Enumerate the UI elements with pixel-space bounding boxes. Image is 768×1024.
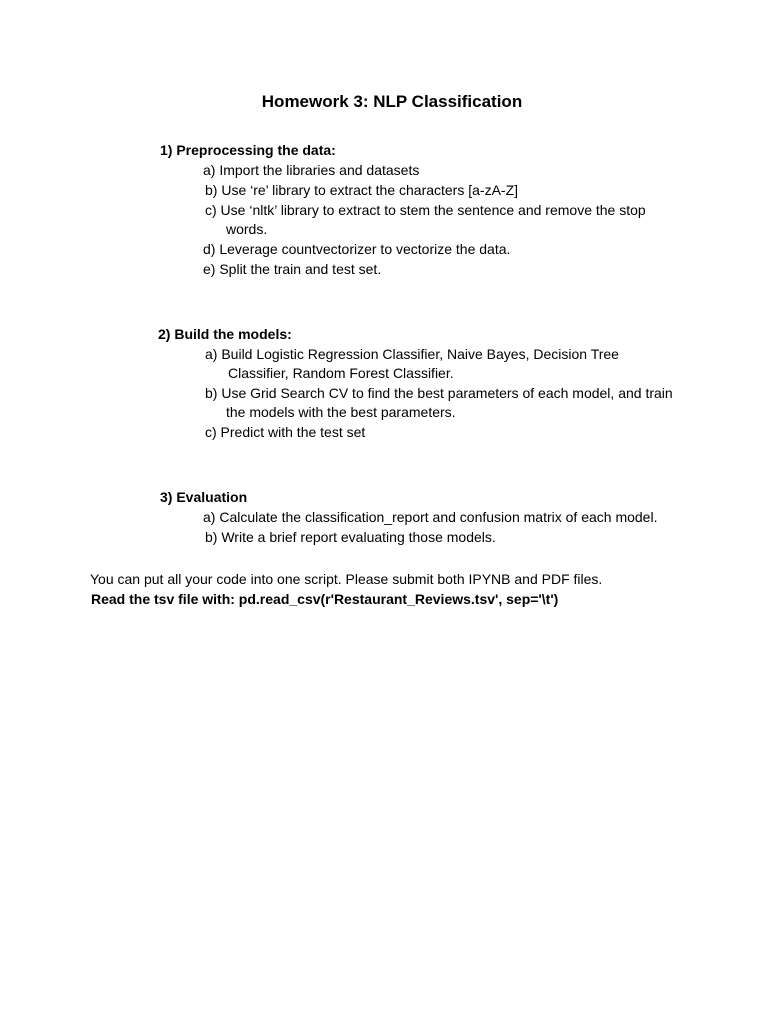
read-file-instruction: Read the tsv file with: pd.read_csv(r'Restaurant_Reviews.tsv', sep='\t') bbox=[91, 591, 559, 607]
list-item: e) Split the train and test set. bbox=[203, 261, 382, 277]
document-title: Homework 3: NLP Classification bbox=[261, 92, 523, 111]
list-item: c) Use ‘nltk’ library to extract to stem the sentence and remove the stop bbox=[205, 202, 646, 218]
list-item-continuation: words. bbox=[226, 221, 268, 237]
list-item: a) Build Logistic Regression Classifier, Naive Bayes, Decision Tree bbox=[205, 346, 619, 362]
list-item: b) Use Grid Search CV to find the best parameters of each model, and train bbox=[205, 385, 673, 401]
list-item-continuation: the models with the best parameters. bbox=[226, 404, 456, 420]
list-item: d) Leverage countvectorizer to vectorize the data. bbox=[203, 241, 511, 257]
list-item: b) Use ‘re’ library to extract the characters [a-zA-Z] bbox=[205, 182, 519, 198]
list-item-continuation: Classifier, Random Forest Classifier. bbox=[228, 365, 454, 381]
list-item: a) Import the libraries and datasets bbox=[203, 162, 420, 178]
list-item: c) Predict with the test set bbox=[205, 424, 366, 440]
section-heading-preprocessing: 1) Preprocessing the data: bbox=[160, 142, 336, 158]
section-heading-evaluation: 3) Evaluation bbox=[160, 489, 248, 505]
list-item: b) Write a brief report evaluating those models. bbox=[205, 529, 496, 545]
section-heading-build-models: 2) Build the models: bbox=[158, 326, 292, 342]
submission-note: You can put all your code into one script. Please submit both IPYNB and PDF files. bbox=[90, 571, 603, 587]
list-item: a) Calculate the classification_report and confusion matrix of each model. bbox=[203, 509, 658, 525]
